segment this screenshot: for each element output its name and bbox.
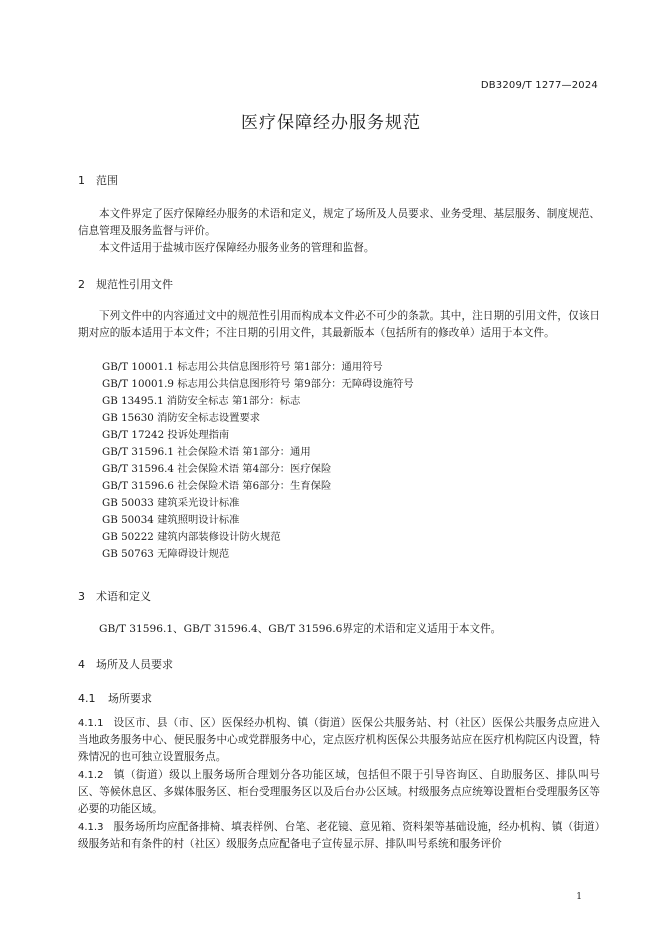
section-number: 1	[78, 174, 85, 187]
section-number: 4	[78, 658, 85, 671]
clause-text: 设区市、县（市、区）医保经办机构、镇（街道）医保公共服务站、村（社区）医保公共服务点应进入当地政务服务中心、便民服务中心或党群服务中心，定点医疗机构医保公共服务站应在医疗机构院区内设置，特殊情况的也可独立设置服务点。	[78, 717, 600, 763]
scope-paragraph-2: 本文件适用于盐城市医疗保障经办服务业务的管理和监督。	[99, 242, 375, 254]
page-number: 1	[576, 892, 582, 902]
section-heading-site-and-personnel	[78, 656, 173, 672]
section-number: 3	[78, 590, 85, 603]
section-title: 范围	[96, 174, 118, 187]
terms-paragraph: GB/T 31596.1、GB/T 31596.4、GB/T 31596.6界定的术语和定义适用于本文件。	[99, 623, 502, 635]
section-heading-scope	[78, 172, 118, 188]
reference-item: GB 50034 建筑照明设计标准	[102, 514, 240, 526]
clause-number: 4.1.3	[78, 822, 104, 833]
section-title: 术语和定义	[96, 590, 151, 603]
clause-4-1-2	[78, 767, 600, 818]
clause-text: 服务场所均应配备排椅、填表样例、台笔、老花镜、意见箱、资料架等基础设施，经办机构、镇（街道）级服务站和有条件的村（社区）级服务点应配备电子宣传显示屏、排队叫号系统和服务评价	[78, 821, 600, 850]
clause-number: 4.1.1	[78, 718, 104, 729]
normative-intro-paragraph: 下列文件中的内容通过文中的规范性引用而构成本文件必不可少的条款。其中，注日期的引用文件，仅该日期对应的版本适用于本文件；不注日期的引用文件，其最新版本（包括所有的修改单）适用于本文件。	[78, 310, 600, 339]
clause-4-1-3	[78, 819, 600, 853]
document-title: 医疗保障经办服务规范	[241, 113, 421, 133]
reference-item: GB/T 31596.4 社会保险术语 第4部分：医疗保险	[102, 463, 332, 475]
reference-list	[102, 359, 414, 563]
section-number: 2	[78, 278, 85, 291]
clause-number: 4.1.2	[78, 770, 104, 781]
reference-item: GB/T 31596.6 社会保险术语 第6部分：生育保险	[102, 480, 332, 492]
section-heading-terms	[78, 588, 151, 604]
section-title: 场所及人员要求	[96, 658, 173, 671]
section-heading-normative-references	[78, 276, 173, 292]
scope-paragraph-1: 本文件界定了医疗保障经办服务的术语和定义，规定了场所及人员要求、业务受理、基层服务、制度规范、信息管理及服务监督与评价。	[78, 208, 600, 237]
reference-item: GB/T 10001.9 标志用公共信息图形符号 第9部分：无障碍设施符号	[102, 378, 414, 390]
section-title: 场所要求	[108, 692, 152, 705]
section-number: 4.1	[78, 692, 96, 705]
clause-4-1-1	[78, 715, 600, 766]
reference-item: GB/T 10001.1 标志用公共信息图形符号 第1部分：通用符号	[102, 361, 383, 373]
section-title: 规范性引用文件	[96, 278, 173, 291]
reference-item: GB 13495.1 消防安全标志 第1部分：标志	[102, 395, 301, 407]
clause-text: 镇（街道）级以上服务场所合理划分各功能区域，包括但不限于引导咨询区、自助服务区、排队叫号区、等候休息区、多媒体服务区、柜台受理服务区以及后台办公区域。村级服务点应统筹设置柜台受理服务区等必要的功能区域。	[78, 769, 600, 815]
subsection-heading-site-requirements	[78, 690, 152, 706]
reference-item: GB/T 31596.1 社会保险术语 第1部分：通用	[102, 446, 311, 458]
reference-item: GB 50763 无障碍设计规范	[102, 548, 230, 560]
reference-item: GB/T 17242 投诉处理指南	[102, 429, 230, 441]
reference-item: GB 15630 消防安全标志设置要求	[102, 412, 261, 424]
reference-item: GB 50033 建筑采光设计标准	[102, 497, 240, 509]
standard-number: DB3209/T 1277—2024	[480, 80, 598, 91]
reference-item: GB 50222 建筑内部装修设计防火规范	[102, 531, 281, 543]
